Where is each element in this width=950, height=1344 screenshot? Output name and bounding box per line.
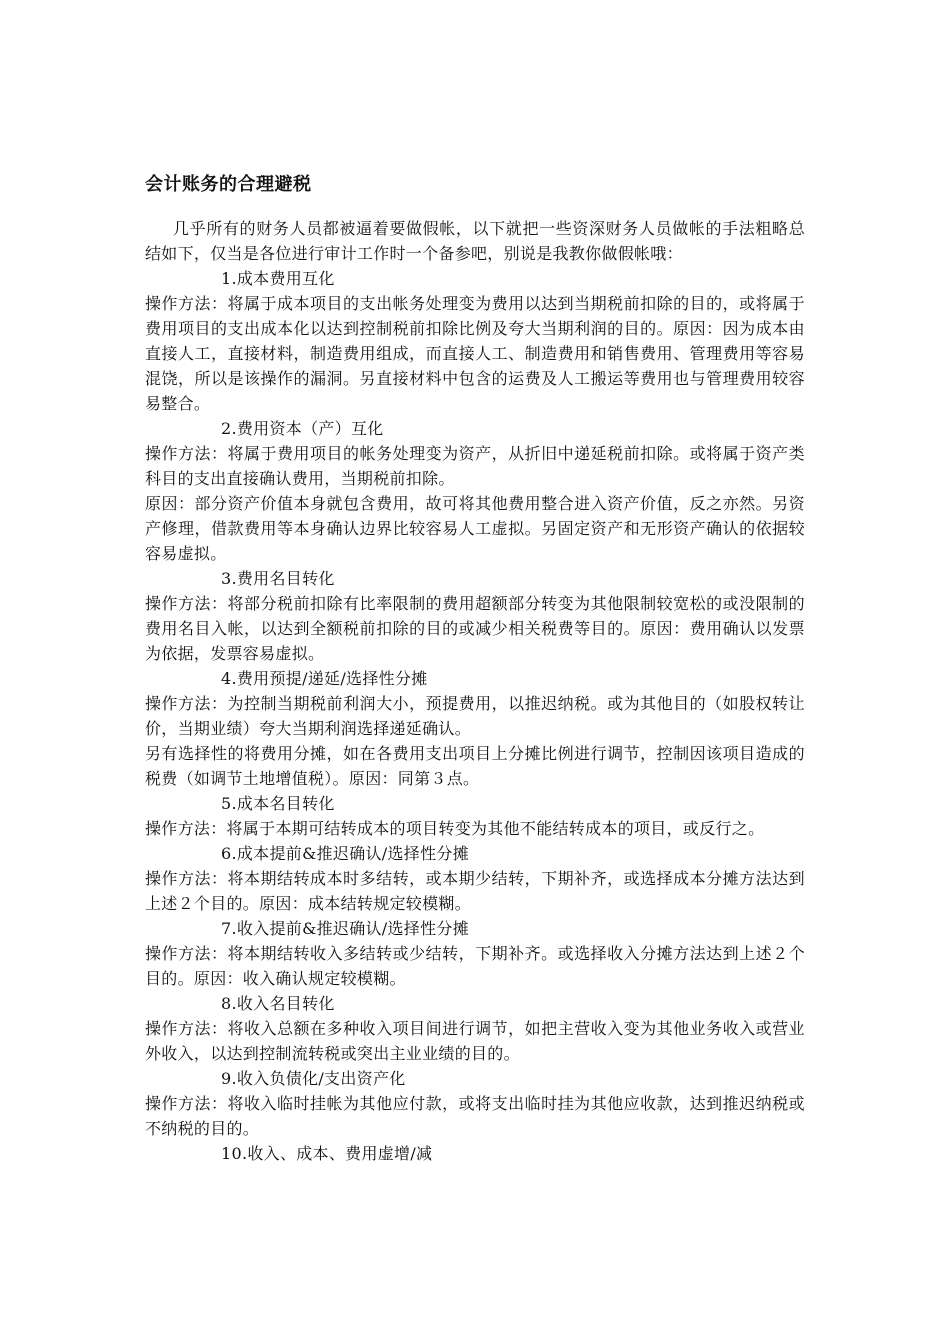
section-paragraph: 操作方法：将属于成本项目的支出帐务处理变为费用以达到当期税前扣除的目的，或将属于费用项目的支出成本化以达到控制税前扣除比例及夸大当期利润的目的。原因：因为成本由直接人工，直接材料，制造费用组成，而直接人工、制造费用和销售费用、管理费用等容易混饶，所以是该操作的漏洞。另直接材料中包含的运费及人工搬运等费用也与管理费用较容易整合。 [145,294,805,413]
section-paragraph: 另有选择性的将费用分摊，如在各费用支出项目上分摊比例进行调节，控制因该项目造成的税费（如调节土地增值税）。原因：同第３点。 [145,744,805,788]
section-heading: 9.收入负债化/支出资产化 [221,1069,406,1088]
section-paragraph: 操作方法：将属于本期可结转成本的项目转变为其他不能结转成本的项目，或反行之。 [145,819,765,838]
section-paragraph: 操作方法：将收入总额在多种收入项目间进行调节，如把主营收入变为其他业务收入或营业外收入，以达到控制流转税或突出主业业绩的目的。 [145,1019,805,1063]
sections-container [145,266,805,1166]
section-heading: 5.成本名目转化 [221,794,335,813]
section-paragraph: 操作方法：将本期结转收入多结转或少结转，下期补齐。或选择收入分摊方法达到上述２个目的。原因：收入确认规定较模糊。 [145,944,805,988]
section-heading: 2.费用资本（产）互化 [221,419,384,438]
section-paragraph: 原因：部分资产价值本身就包含费用，故可将其他费用整合进入资产价值，反之亦然。另资产修理，借款费用等本身确认边界比较容易人工虚拟。另固定资产和无形资产确认的依据较容易虚拟。 [145,494,805,563]
section-heading: 3.费用名目转化 [221,569,335,588]
section-paragraph: 操作方法：将收入临时挂帐为其他应付款，或将支出临时挂为其他应收款，达到推迟纳税或不纳税的目的。 [145,1094,805,1138]
document-page [145,172,805,1166]
section-paragraph: 操作方法：将属于费用项目的帐务处理变为资产，从折旧中递延税前扣除。或将属于资产类科目的支出直接确认费用，当期税前扣除。 [145,444,805,488]
section-paragraph: 操作方法：将部分税前扣除有比率限制的费用超额部分转变为其他限制较宽松的或没限制的费用名目入帐，以达到全额税前扣除的目的或减少相关税费等目的。原因：费用确认以发票为依据，发票容易虚拟。 [145,594,805,663]
section-heading: 1.成本费用互化 [221,269,335,288]
section-paragraph: 操作方法：将本期结转成本时多结转，或本期少结转，下期补齐，或选择成本分摊方法达到上述２个目的。原因：成本结转规定较模糊。 [145,869,805,913]
section-heading: 6.成本提前&推迟确认/选择性分摊 [221,844,469,863]
section-heading: 8.收入名目转化 [221,994,335,1013]
intro-paragraph: 几乎所有的财务人员都被逼着要做假帐，以下就把一些资深财务人员做帐的手法粗略总结如下，仅当是各位进行审计工作时一个备参吧，别说是我教你做假帐哦： [145,219,805,263]
section-heading: 7.收入提前&推迟确认/选择性分摊 [221,919,469,938]
section-heading: 10.收入、成本、费用虚增/减 [221,1144,433,1163]
section-heading: 4.费用预提/递延/选择性分摊 [221,669,428,688]
section-paragraph: 操作方法：为控制当期税前利润大小，预提费用，以推迟纳税。或为其他目的（如股权转让价，当期业绩）夸大当期利润选择递延确认。 [145,694,805,738]
document-title: 会计账务的合理避税 [145,174,312,195]
